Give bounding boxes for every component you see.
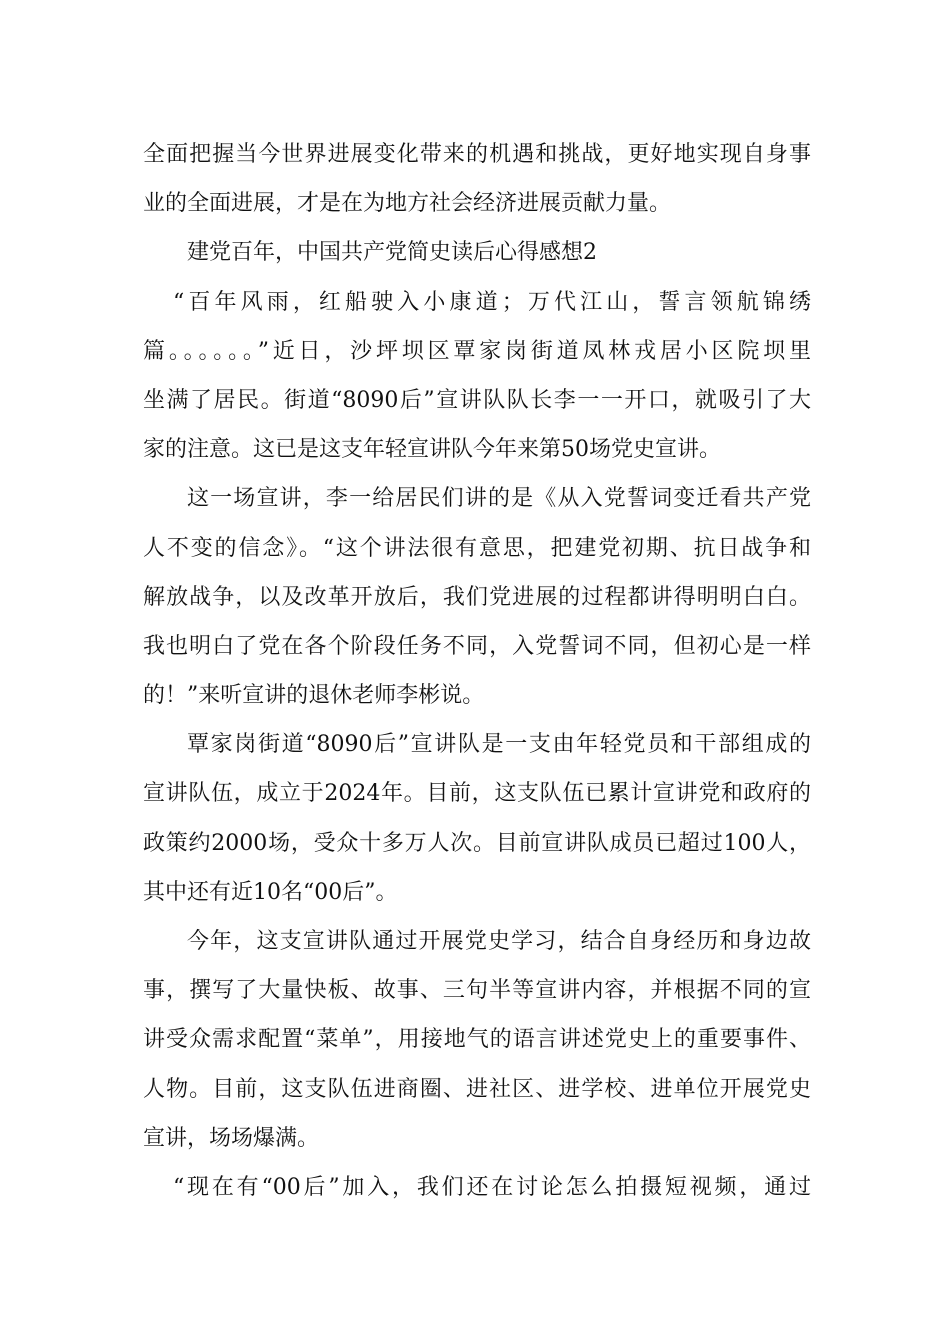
text-line: 业的全面进展，才是在为地方社会经济进展贡献力量。: [143, 191, 672, 217]
text-line: 这一场宣讲，李一给居民们讲的是《从入党誓词变迁看共产党: [187, 486, 811, 512]
document-body: [143, 130, 811, 1212]
text-line: 人物。目前，这支队伍进商圈、进社区、进学校、进单位开展党史: [143, 1076, 811, 1102]
text-line: 人不变的信念》。“这个讲法很有意思，把建党初期、抗日战争和: [143, 535, 811, 561]
text-line: 覃家岗街道“8090后”宣讲队是一支由年轻党员和干部组成的: [187, 732, 811, 758]
text-line: 家的注意。这已是这支年轻宣讲队今年来第50场党史宣讲。: [143, 437, 721, 463]
text-line: 讲受众需求配置“菜单”，用接地气的语言讲述党史上的重要事件、: [143, 1027, 811, 1053]
text-line: 政策约2000场，受众十多万人次。目前宣讲队成员已超过100人，: [143, 830, 811, 856]
section-heading: 建党百年，中国共产党简史读后心得感想2: [187, 240, 597, 266]
text-line: “百年风雨，红船驶入小康道；万代江山，誓言领航锦绣: [173, 289, 811, 315]
text-line: 今年，这支宣讲队通过开展党史学习，结合自身经历和身边故: [187, 929, 811, 954]
text-line: “现在有“00后”加入，我们还在讨论怎么拍摄短视频，通过: [173, 1174, 811, 1200]
text-line: 解放战争，以及改革开放后，我们党进展的过程都讲得明明白白。: [143, 584, 811, 610]
text-line: 篇。。。。。。”近日，沙坪坝区覃家岗街道凤林戎居小区院坝里: [143, 338, 811, 364]
text-line: 的！”来听宣讲的退休老师李彬说。: [143, 683, 485, 709]
text-line: 宣讲，场场爆满。: [143, 1125, 320, 1151]
text-line: 宣讲队伍，成立于2024年。目前，这支队伍已累计宣讲党和政府的: [143, 781, 811, 807]
text-line: 其中还有近10名“00后”。: [143, 879, 398, 905]
text-line: 我也明白了党在各个阶段任务不同，入党誓词不同，但初心是一样: [143, 633, 811, 659]
text-line: 事，撰写了大量快板、故事、三句半等宣讲内容，并根据不同的宣: [143, 978, 811, 1004]
text-line: 全面把握当今世界进展变化带来的机遇和挑战，更好地实现自身事: [143, 142, 811, 167]
text-line: 坐满了居民。街道“8090后”宣讲队队长李一一开口，就吸引了大: [143, 387, 811, 413]
